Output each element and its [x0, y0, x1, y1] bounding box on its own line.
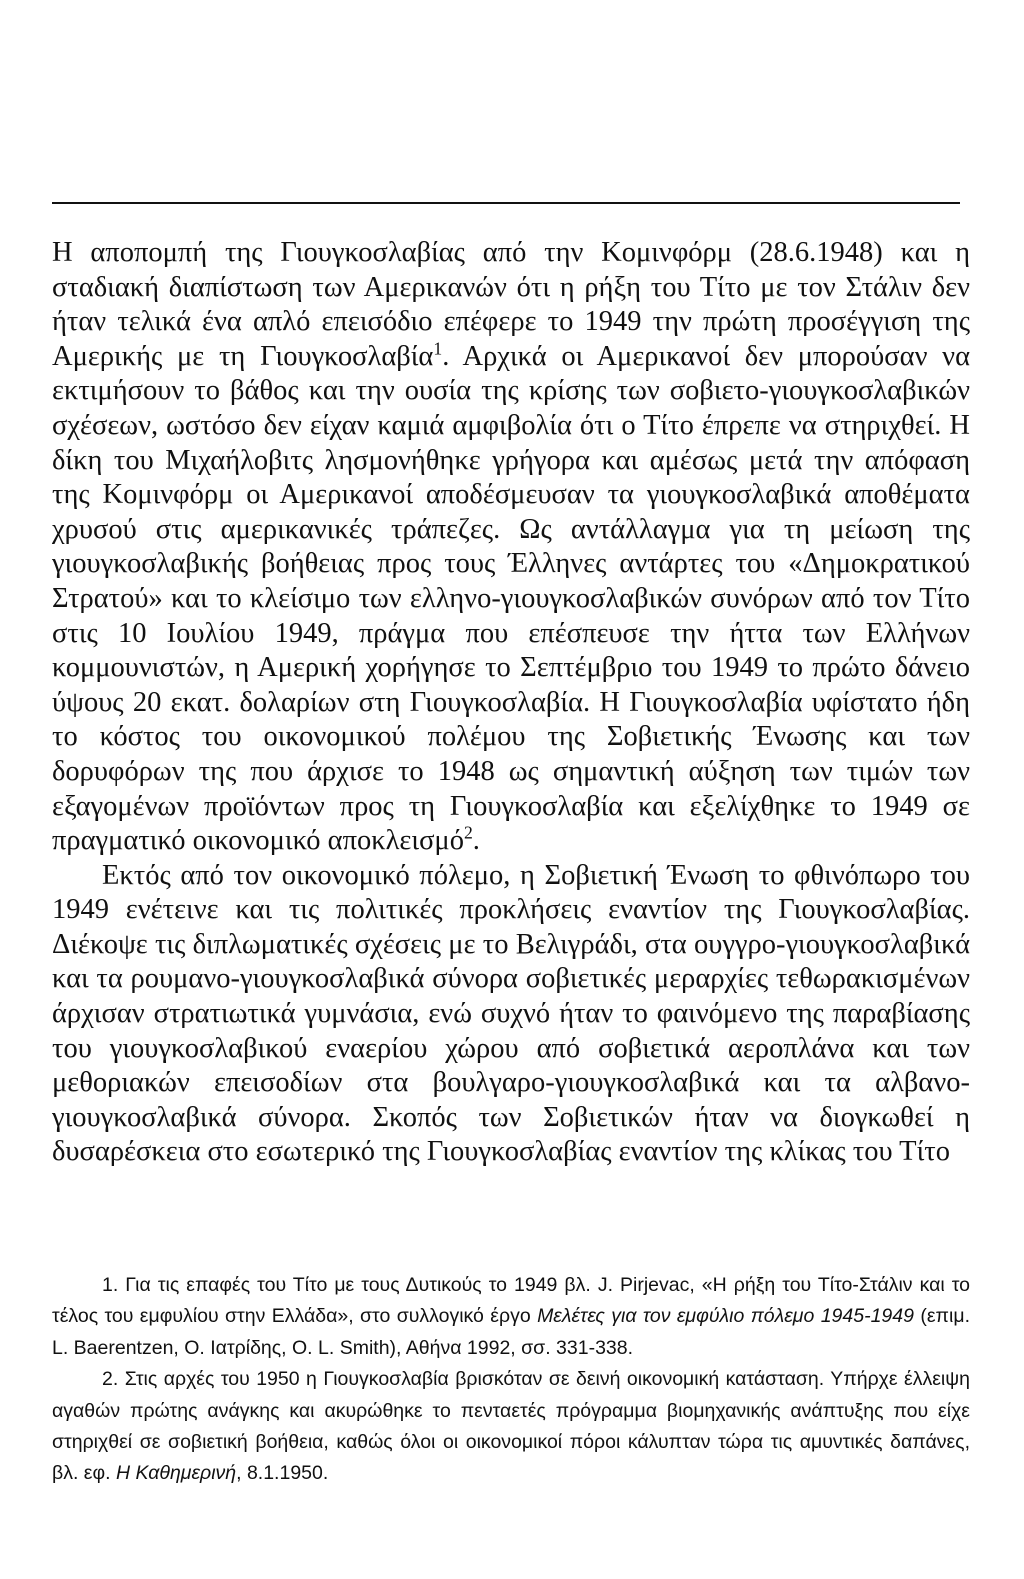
footnote-2-tail: , 8.1.1950.	[236, 1462, 329, 1485]
footnote-2	[52, 1364, 970, 1490]
footnotes	[52, 1270, 970, 1490]
footnote-2-title: Η Καθημερινή	[115, 1462, 237, 1485]
main-text	[52, 236, 970, 1170]
header-rule	[52, 202, 960, 204]
footnote-1	[52, 1270, 970, 1364]
footnote-1-title: Μελέτες για τον εμφύλιο πόλεμο 1945-1949	[537, 1305, 914, 1328]
paragraph-1-end: .	[472, 825, 480, 857]
paragraph-2: Εκτός από τον οικονομικό πόλεμο, η Σοβιετική Ένωση το φθινόπωρο του 1949 ενέτεινε και τις πολιτικές προκλήσεις εναντίον της Γιουγκοσλαβίας. Διέκοψε τις διπλωματικές σχέσεις με το Βελιγράδι, στα ουγγρο-γιουγκοσλαβικά και τα ρουμανο-γιουγκοσλαβικά σύνορα σοβιετικές μεραρχίες τεθωρακισμένων άρχισαν στρατιωτικά γυμνάσια, ενώ συχνό ήταν το φαινόμενο της παραβίασης του γιουγκοσλαβικού εναερίου χώρου από σοβιετικά αεροπλάνα και των μεθοριακών επεισοδίων στα βουλγαρο-γιουγκοσλαβικά και τα αλβανο-γιουγκοσλαβικά σύνορα. Σκοπός των Σοβιετικών ήταν να διογκωθεί η δυσαρέσκεια στο εσωτερικό της Γιουγκοσλαβίας εναντίον της κλίκας του Τίτο	[52, 859, 970, 1168]
footnote-1-text: 1. Για τις επαφές του Τίτο με τους Δυτικούς το 1949 βλ. J. Pirjevac, «Η ρήξη του Τίτο-Στάλιν και το τέλος του εμφυλίου στην Ελλάδα», στο συλλογικό έργο	[52, 1274, 970, 1328]
footnote-2-text: 2. Στις αρχές του 1950 η Γιουγκοσλαβία βρισκόταν σε δεινή οικονομική κατάσταση. Υπήρχε έλλειψη αγαθών πρώτης ανάγκης και ακυρώθηκε το πενταετές πρόγραμμα βιομηχανικής ανάπτυξης που είχε στηριχθεί σε σοβιετική βοήθεια, καθώς όλοι οι οικονομικοί πόροι κάλυπταν τώρα τις αμυντικές δαπάνες, βλ. εφ.	[52, 1368, 970, 1485]
footnote-ref-2: 2	[463, 822, 473, 843]
paragraph-1-start: Η αποπομπή της Γιουγκοσλαβίας από την Κομινφόρμ (28.6.1948) και η σταδιακή διαπίστωση των Αμερικανών ότι η ρήξη του Τίτο με τον Στάλιν δεν ήταν τελικά ένα απλό επεισόδιο επέφερε το 1949 την πρώτη προσέγγιση της Αμερικής με τη Γιουγκοσλαβία	[52, 237, 970, 372]
document-page	[52, 0, 972, 1579]
footnote-1-tail: (επιμ. L. Baerentzen, Ο. Ιατρίδης, Ο. L. Smith), Αθήνα 1992, σσ. 331-338.	[52, 1305, 970, 1359]
paragraph-1-body: . Αρχικά οι Αμερικανοί δεν μπορούσαν να εκτιμήσουν το βάθος και την ουσία της κρίσης των σοβιετο-γιουγκοσλαβικών σχέσεων, ωστόσο δεν είχαν καμιά αμφιβολία ότι ο Τίτο έπρεπε να στηριχθεί. Η δίκη του Μιχαήλοβιτς λησμονήθηκε γρήγορα και αμέσως μετά την απόφαση της Κομινφόρμ οι Αμερικανοί αποδέσμευσαν τα γιουγκοσλαβικά αποθέματα χρυσού στις αμερικανικές τράπεζες. Ως αντάλλαγμα για τη μείωση της γιουγκοσλαβικής βοήθειας προς τους Έλληνες αντάρτες του «Δημοκρατικού Στρατού» και το κλείσιμο των ελληνο-γιουγκοσλαβικών συνόρων από τον Τίτο στις 10 Ιουλίου 1949, πράγμα που επέσπευσε την ήττα των Ελλήνων κομμουνιστών, η Αμερική χορήγησε το Σεπτέμβριο του 1949 το πρώτο δάνειο ύψους 20 εκατ. δολαρίων στη Γιουγκοσλαβία. Η Γιουγκοσλαβία υφίστατο ήδη το κόστος του οικονομικού πολέμου της Σοβιετικής Ένωσης και των δορυφόρων της που άρχισε το 1948 ως σημαντική αύξηση των τιμών των εξαγομένων προϊόντων προς τη Γιουγκοσλαβία και εξελίχθηκε το 1949 σε πραγματικό οικονομικό αποκλεισμό	[52, 340, 971, 857]
footnote-ref-1: 1	[433, 338, 443, 359]
paragraph-1	[52, 236, 970, 859]
